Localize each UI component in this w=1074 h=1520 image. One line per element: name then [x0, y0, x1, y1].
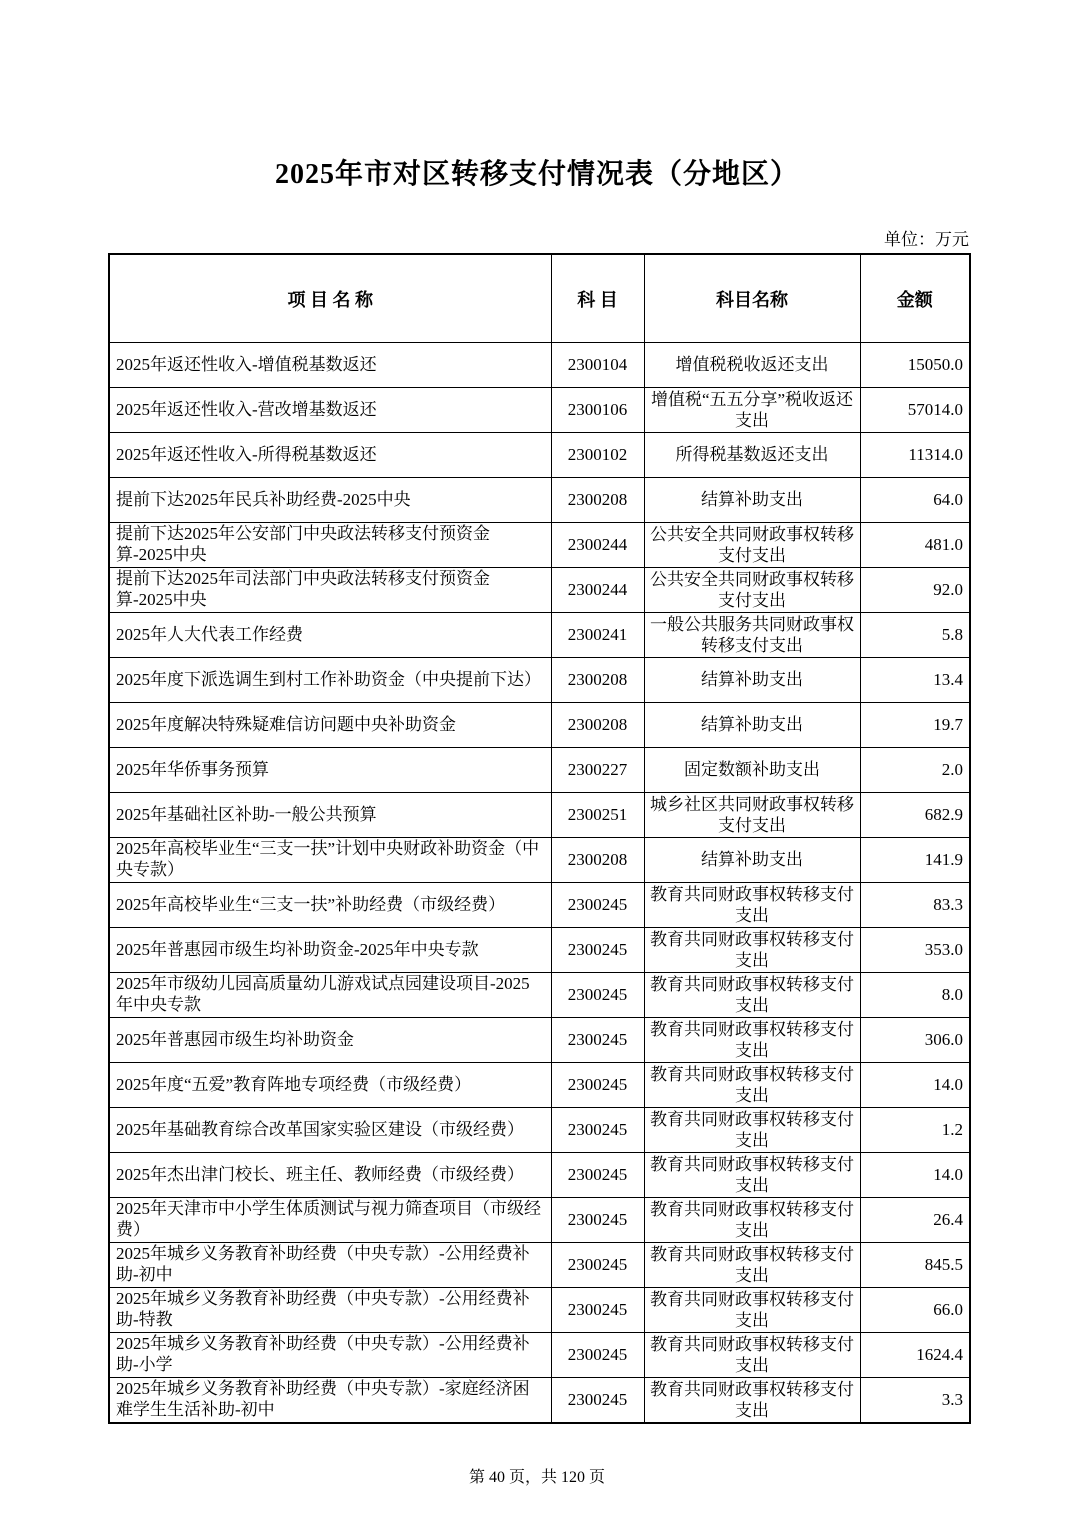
code-cell: 2300245: [551, 1333, 644, 1378]
project-cell: 2025年华侨事务预算: [109, 748, 551, 793]
code-cell: 2300245: [551, 883, 644, 928]
table-row: [109, 1153, 970, 1198]
table-row: [109, 343, 970, 388]
table-header: [109, 254, 970, 343]
subject-cell: 城乡社区共同财政事权转移支付支出: [644, 793, 860, 838]
project-cell: 提前下达2025年民兵补助经费-2025中央: [109, 478, 551, 523]
subject-cell: 教育共同财政事权转移支付支出: [644, 1153, 860, 1198]
table-row: [109, 1198, 970, 1243]
project-cell: 提前下达2025年司法部门中央政法转移支付预资金算-2025中央: [109, 568, 551, 613]
code-cell: 2300245: [551, 928, 644, 973]
table-row: [109, 838, 970, 883]
table-row: [109, 658, 970, 703]
subject-cell: 教育共同财政事权转移支付支出: [644, 1378, 860, 1424]
amount-cell: 306.0: [860, 1018, 970, 1063]
project-cell: 2025年城乡义务教育补助经费（中央专款）-公用经费补助-初中: [109, 1243, 551, 1288]
table-row: [109, 703, 970, 748]
table-row: [109, 1288, 970, 1333]
amount-cell: 14.0: [860, 1063, 970, 1108]
amount-cell: 11314.0: [860, 433, 970, 478]
amount-cell: 83.3: [860, 883, 970, 928]
project-cell: 2025年返还性收入-营改增基数返还: [109, 388, 551, 433]
amount-cell: 92.0: [860, 568, 970, 613]
header-subject-code: 科 目: [551, 254, 644, 343]
table-row: [109, 478, 970, 523]
code-cell: 2300102: [551, 433, 644, 478]
table-row: [109, 568, 970, 613]
code-cell: 2300227: [551, 748, 644, 793]
code-cell: 2300241: [551, 613, 644, 658]
code-cell: 2300208: [551, 838, 644, 883]
table-row: [109, 928, 970, 973]
project-cell: 2025年城乡义务教育补助经费（中央专款）-公用经费补助-小学: [109, 1333, 551, 1378]
project-cell: 2025年返还性收入-增值税基数返还: [109, 343, 551, 388]
header-project-name: 项 目 名 称: [109, 254, 551, 343]
subject-cell: 公共安全共同财政事权转移支付支出: [644, 568, 860, 613]
code-cell: 2300245: [551, 973, 644, 1018]
table-row: [109, 1243, 970, 1288]
table-row: [109, 523, 970, 568]
table-row: [109, 1018, 970, 1063]
subject-cell: 所得税基数返还支出: [644, 433, 860, 478]
project-cell: 2025年天津市中小学生体质测试与视力筛查项目（市级经费）: [109, 1198, 551, 1243]
subject-cell: 结算补助支出: [644, 703, 860, 748]
subject-cell: 增值税税收返还支出: [644, 343, 860, 388]
project-cell: 2025年度“五爱”教育阵地专项经费（市级经费）: [109, 1063, 551, 1108]
subject-cell: 教育共同财政事权转移支付支出: [644, 973, 860, 1018]
subject-cell: 结算补助支出: [644, 658, 860, 703]
header-subject-name: 科目名称: [644, 254, 860, 343]
amount-cell: 19.7: [860, 703, 970, 748]
table-row: [109, 1333, 970, 1378]
header-amount: 金额: [860, 254, 970, 343]
amount-cell: 1.2: [860, 1108, 970, 1153]
table-body: [109, 343, 970, 1424]
table-row: [109, 883, 970, 928]
amount-cell: 13.4: [860, 658, 970, 703]
subject-cell: 公共安全共同财政事权转移支付支出: [644, 523, 860, 568]
code-cell: 2300245: [551, 1198, 644, 1243]
unit-label: 单位：万元: [884, 230, 969, 249]
amount-cell: 66.0: [860, 1288, 970, 1333]
code-cell: 2300245: [551, 1288, 644, 1333]
table-row: [109, 388, 970, 433]
amount-cell: 5.8: [860, 613, 970, 658]
code-cell: 2300245: [551, 1063, 644, 1108]
amount-cell: 481.0: [860, 523, 970, 568]
table-row: [109, 793, 970, 838]
code-cell: 2300208: [551, 658, 644, 703]
code-cell: 2300245: [551, 1018, 644, 1063]
table-row: [109, 1063, 970, 1108]
subject-cell: 教育共同财政事权转移支付支出: [644, 1198, 860, 1243]
amount-cell: 1624.4: [860, 1333, 970, 1378]
project-cell: 2025年高校毕业生“三支一扶”补助经费（市级经费）: [109, 883, 551, 928]
subject-cell: 教育共同财政事权转移支付支出: [644, 928, 860, 973]
subject-cell: 固定数额补助支出: [644, 748, 860, 793]
code-cell: 2300244: [551, 568, 644, 613]
project-cell: 2025年基础教育综合改革国家实验区建设（市级经费）: [109, 1108, 551, 1153]
page-number: 第 40 页，共 120 页: [468, 1469, 605, 1486]
subject-cell: 教育共同财政事权转移支付支出: [644, 1288, 860, 1333]
amount-cell: 8.0: [860, 973, 970, 1018]
amount-cell: 353.0: [860, 928, 970, 973]
code-cell: 2300245: [551, 1378, 644, 1424]
subject-cell: 一般公共服务共同财政事权转移支付支出: [644, 613, 860, 658]
amount-cell: 14.0: [860, 1153, 970, 1198]
code-cell: 2300208: [551, 703, 644, 748]
project-cell: 2025年度下派选调生到村工作补助资金（中央提前下达）: [109, 658, 551, 703]
subject-cell: 教育共同财政事权转移支付支出: [644, 1333, 860, 1378]
code-cell: 2300245: [551, 1153, 644, 1198]
table-row: [109, 613, 970, 658]
amount-cell: 2.0: [860, 748, 970, 793]
subject-cell: 教育共同财政事权转移支付支出: [644, 1243, 860, 1288]
project-cell: 2025年普惠园市级生均补助资金: [109, 1018, 551, 1063]
table-row: [109, 748, 970, 793]
code-cell: 2300244: [551, 523, 644, 568]
amount-cell: 26.4: [860, 1198, 970, 1243]
table-row: [109, 1378, 970, 1424]
subject-cell: 教育共同财政事权转移支付支出: [644, 883, 860, 928]
subject-cell: 教育共同财政事权转移支付支出: [644, 1063, 860, 1108]
subject-cell: 增值税“五五分享”税收返还支出: [644, 388, 860, 433]
subject-cell: 结算补助支出: [644, 838, 860, 883]
amount-cell: 845.5: [860, 1243, 970, 1288]
amount-cell: 57014.0: [860, 388, 970, 433]
code-cell: 2300106: [551, 388, 644, 433]
table-row: [109, 433, 970, 478]
amount-cell: 64.0: [860, 478, 970, 523]
amount-cell: 15050.0: [860, 343, 970, 388]
table-row: [109, 973, 970, 1018]
project-cell: 2025年城乡义务教育补助经费（中央专款）-公用经费补助-特教: [109, 1288, 551, 1333]
subject-cell: 教育共同财政事权转移支付支出: [644, 1018, 860, 1063]
project-cell: 2025年市级幼儿园高质量幼儿游戏试点园建设项目-2025年中央专款: [109, 973, 551, 1018]
header-row: [109, 254, 970, 343]
page-title: 2025年市对区转移支付情况表（分地区）: [274, 159, 799, 190]
project-cell: 2025年返还性收入-所得税基数返还: [109, 433, 551, 478]
amount-cell: 3.3: [860, 1378, 970, 1424]
code-cell: 2300251: [551, 793, 644, 838]
project-cell: 2025年城乡义务教育补助经费（中央专款）-家庭经济困难学生生活补助-初中: [109, 1378, 551, 1424]
amount-cell: 141.9: [860, 838, 970, 883]
project-cell: 2025年杰出津门校长、班主任、教师经费（市级经费）: [109, 1153, 551, 1198]
project-cell: 2025年人大代表工作经费: [109, 613, 551, 658]
transfer-payment-table: [108, 253, 971, 1424]
table-row: [109, 1108, 970, 1153]
code-cell: 2300104: [551, 343, 644, 388]
subject-cell: 教育共同财政事权转移支付支出: [644, 1108, 860, 1153]
code-cell: 2300245: [551, 1243, 644, 1288]
project-cell: 2025年基础社区补助-一般公共预算: [109, 793, 551, 838]
amount-cell: 682.9: [860, 793, 970, 838]
project-cell: 2025年度解决特殊疑难信访问题中央补助资金: [109, 703, 551, 748]
subject-cell: 结算补助支出: [644, 478, 860, 523]
project-cell: 2025年普惠园市级生均补助资金-2025年中央专款: [109, 928, 551, 973]
code-cell: 2300245: [551, 1108, 644, 1153]
project-cell: 提前下达2025年公安部门中央政法转移支付预资金算-2025中央: [109, 523, 551, 568]
project-cell: 2025年高校毕业生“三支一扶”计划中央财政补助资金（中央专款）: [109, 838, 551, 883]
code-cell: 2300208: [551, 478, 644, 523]
